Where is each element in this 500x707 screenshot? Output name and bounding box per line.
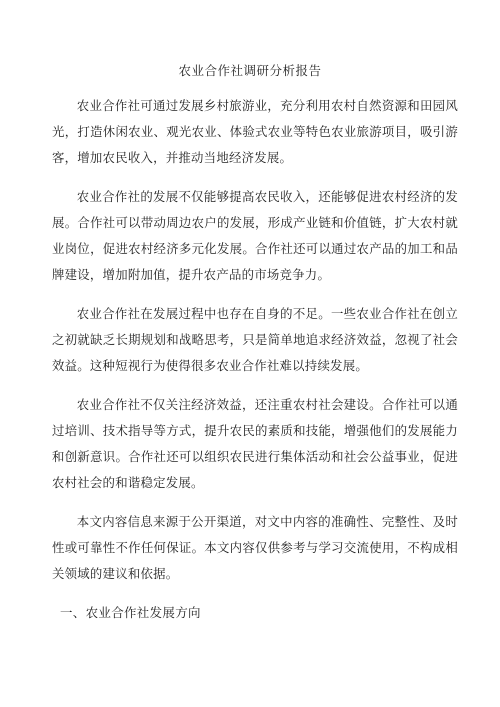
paragraph-shortcomings: 农业合作社在发展过程中也存在自身的不足。一些农业合作社在创立之初就缺乏长期规划和战略思考，只是简单地追求经济效益，忽视了社会效益。这种短视行为使得很多农业合作社难以持续发展。 [52, 306, 458, 373]
document-title: 农业合作社调研分析报告 [178, 63, 322, 78]
document-body [52, 93, 458, 626]
section-heading: 一、农业合作社发展方向 [60, 605, 201, 620]
paragraph-disclaimer: 本文内容信息来源于公开渠道，对文中内容的准确性、完整性、及时性或可靠性不作任何保证。本文内容仅供参考与学习交流使用，不构成相关领域的建议和依据。 [52, 514, 458, 581]
paragraph-rural-economy: 农业合作社的发展不仅能够提高农民收入，还能够促进农村经济的发展。合作社可以带动周边农户的发展，形成产业链和价值链，扩大农村就业岗位，促进农村经济多元化发展。合作社还可以通过农产品的加工和品牌建设，增加附加值，提升农产品的市场竞争力。 [52, 189, 458, 282]
paragraph-social-construction: 农业合作社不仅关注经济效益，还注重农村社会建设。合作社可以通过培训、技术指导等方式，提升农民的素质和技能，增强他们的发展能力和创新意识。合作社还可以组织农民进行集体活动和社会公益事业，促进农村社会的和谐稳定发展。 [52, 397, 458, 490]
paragraph-rural-tourism: 农业合作社可通过发展乡村旅游业，充分利用农村自然资源和田园风光，打造休闲农业、观光农业、体验式农业等特色农业旅游项目，吸引游客，增加农民收入，并推动当地经济发展。 [52, 98, 458, 165]
